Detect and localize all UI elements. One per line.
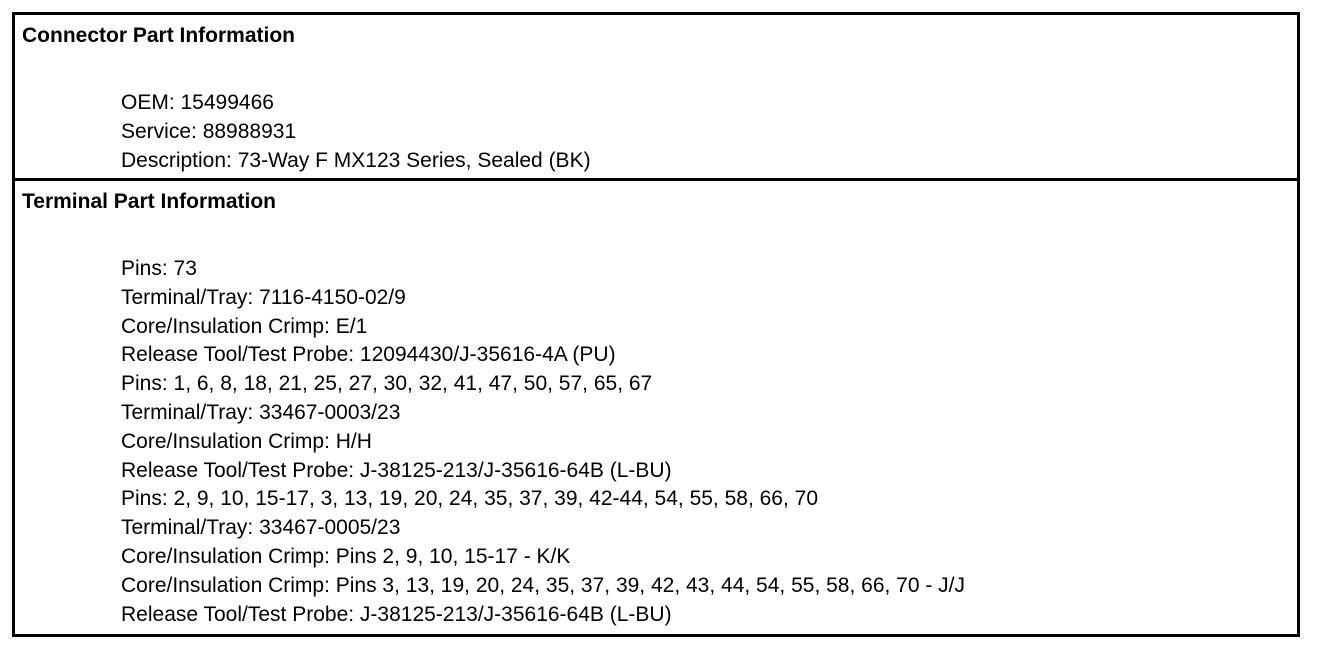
- connector-description-line: Description: 73-Way F MX123 Series, Sealed (BK): [121, 148, 591, 172]
- terminal-line: Release Tool/Test Probe: J-38125-213/J-35616-64B (L-BU): [121, 602, 672, 626]
- connector-oem-line: OEM: 15499466: [121, 91, 274, 114]
- terminal-line: Terminal/Tray: 33467-0003/23: [121, 400, 401, 424]
- terminal-line: Core/Insulation Crimp: E/1: [121, 314, 368, 338]
- terminal-part-section: [15, 181, 1297, 634]
- terminal-line: Terminal/Tray: 33467-0005/23: [121, 516, 401, 540]
- terminal-line: Core/Insulation Crimp: Pins 2, 9, 10, 15-17 - K/K: [121, 544, 571, 568]
- terminal-line: Pins: 2, 9, 10, 15-17, 3, 13, 19, 20, 24, 35, 37, 39, 42-44, 54, 55, 58, 66, 70: [121, 487, 819, 511]
- terminal-line: Core/Insulation Crimp: H/H: [121, 429, 372, 453]
- terminal-part-list: [121, 255, 965, 629]
- connector-part-heading: Connector Part Information: [22, 24, 296, 47]
- connector-part-section: [15, 15, 1297, 181]
- terminal-line: Release Tool/Test Probe: J-38125-213/J-35616-64B (L-BU): [121, 458, 672, 482]
- connector-info-document: [12, 12, 1300, 637]
- terminal-line: Terminal/Tray: 7116-4150-02/9: [121, 285, 406, 309]
- connector-part-list: [121, 89, 591, 175]
- terminal-line: Pins: 1, 6, 8, 18, 21, 25, 27, 30, 32, 41, 47, 50, 57, 65, 67: [121, 372, 653, 396]
- connector-service-line: Service: 88988931: [121, 119, 297, 143]
- terminal-line: Core/Insulation Crimp: Pins 3, 13, 19, 20, 24, 35, 37, 39, 42, 43, 44, 54, 55, 58, 66, 70 - J/J: [121, 573, 966, 597]
- terminal-line: Pins: 73: [121, 257, 197, 280]
- terminal-part-heading: Terminal Part Information: [22, 190, 276, 213]
- terminal-line: Release Tool/Test Probe: 12094430/J-35616-4A (PU): [121, 343, 616, 367]
